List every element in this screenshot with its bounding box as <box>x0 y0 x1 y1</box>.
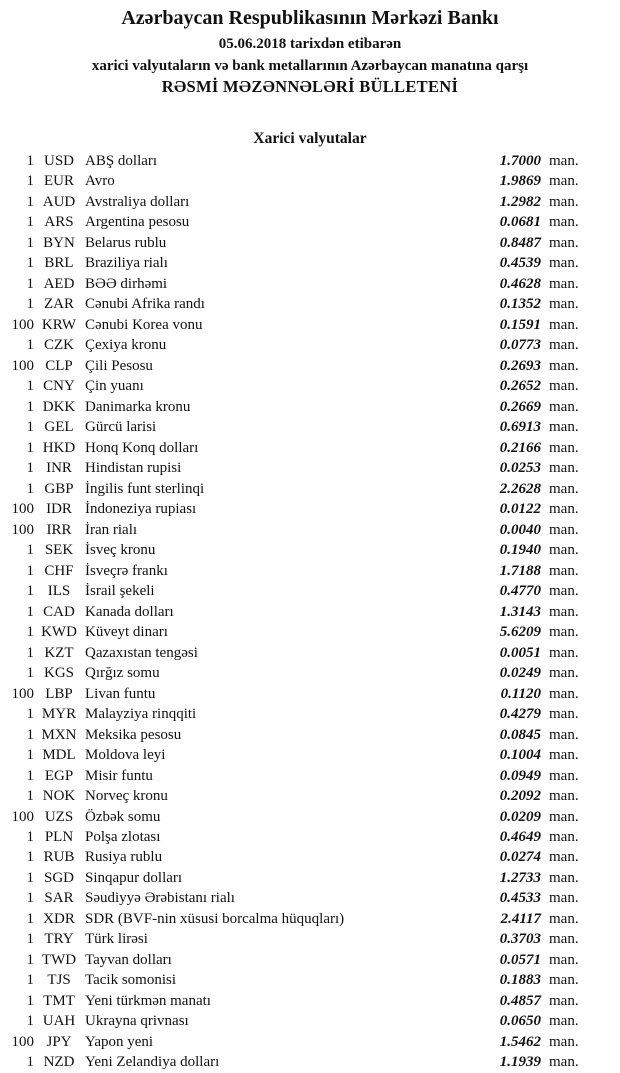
rate-unit-label: man. <box>549 214 579 231</box>
currency-quantity: 1 <box>26 1054 34 1071</box>
currency-name: İsveç kronu <box>85 542 156 559</box>
rate-unit-label: man. <box>549 972 579 989</box>
currency-quantity: 1 <box>26 788 34 805</box>
currency-row <box>0 888 620 908</box>
currency-quantity: 1 <box>26 234 34 251</box>
currency-rate: 0.0845 <box>499 726 541 743</box>
currency-code: DKK <box>42 398 76 415</box>
rate-unit-label: man. <box>549 808 579 825</box>
currency-row <box>0 847 620 867</box>
effective-date-line: 05.06.2018 tarixdən etibarən <box>218 36 402 52</box>
currency-name: Yeni türkmən manatı <box>85 992 211 1009</box>
currency-row <box>0 602 620 622</box>
currency-name: Braziliya rialı <box>85 255 168 272</box>
currency-code: CZK <box>44 337 74 354</box>
currency-quantity: 100 <box>11 357 34 374</box>
currency-code: TWD <box>41 951 77 968</box>
rate-unit-label: man. <box>549 378 579 395</box>
currency-quantity: 100 <box>11 808 34 825</box>
rate-unit-label: man. <box>549 788 579 805</box>
currency-rate: 0.4628 <box>499 275 541 292</box>
currency-rate: 5.6209 <box>499 624 541 641</box>
currency-name: Çexiya kronu <box>85 337 167 354</box>
currency-rate: 2.2628 <box>499 480 541 497</box>
currency-code: USD <box>43 153 74 169</box>
currency-name: Yeni Zelandiya dolları <box>85 1054 220 1071</box>
currency-name: Danimarka kronu <box>85 398 191 415</box>
currency-code: UZS <box>44 808 74 825</box>
currency-code: BRL <box>44 255 74 272</box>
currency-code: IDR <box>46 501 72 518</box>
rate-unit-label: man. <box>549 296 579 313</box>
currency-rate: 0.4539 <box>499 255 541 272</box>
currency-rate: 2.4117 <box>500 910 541 927</box>
currency-row <box>0 335 620 355</box>
currency-rate: 0.0681 <box>499 214 541 231</box>
currency-name: Sinqapur dolları <box>85 869 183 886</box>
currency-rate: 0.1004 <box>499 747 541 764</box>
rate-unit-label: man. <box>549 275 579 292</box>
currency-name: Çin yuanı <box>85 378 144 395</box>
rate-unit-label: man. <box>549 726 579 743</box>
currency-code: SGD <box>43 869 74 886</box>
rate-unit-label: man. <box>549 173 579 190</box>
currency-rate: 0.1883 <box>499 972 541 989</box>
currency-name: ABŞ dolları <box>85 153 158 169</box>
currency-row <box>0 212 620 232</box>
currency-quantity: 1 <box>26 931 34 948</box>
currency-row <box>0 929 620 949</box>
currency-quantity: 1 <box>26 583 34 600</box>
currency-name: Misir funtu <box>85 767 153 784</box>
currency-quantity: 1 <box>26 214 34 231</box>
currency-name: Türk lirəsi <box>85 931 148 948</box>
currency-name: İsveçrə frankı <box>85 562 168 579</box>
currency-row <box>0 315 620 335</box>
currency-quantity: 1 <box>26 869 34 886</box>
currency-rate: 0.8487 <box>499 234 541 251</box>
currency-quantity: 1 <box>26 439 34 456</box>
currency-rate: 0.2092 <box>499 788 541 805</box>
currency-name: Rusiya rublu <box>85 849 163 866</box>
currency-row <box>0 233 620 253</box>
currency-row <box>0 499 620 519</box>
currency-name: BƏƏ dirhəmi <box>85 275 168 292</box>
rate-unit-label: man. <box>549 193 579 210</box>
currency-rate: 0.6913 <box>499 419 541 436</box>
currency-quantity: 1 <box>26 378 34 395</box>
currency-name: Özbək somu <box>85 808 161 825</box>
rate-unit-label: man. <box>549 398 579 415</box>
currency-quantity: 1 <box>26 173 34 190</box>
currency-code: ZAR <box>44 296 74 313</box>
currency-quantity: 1 <box>26 828 34 845</box>
rate-unit-label: man. <box>549 1054 579 1071</box>
rate-unit-label: man. <box>549 501 579 518</box>
currency-row <box>0 950 620 970</box>
currency-name: Livan funtu <box>85 685 156 702</box>
currency-code: GBP <box>44 480 74 497</box>
currency-rate: 0.0571 <box>499 951 541 968</box>
currency-quantity: 100 <box>11 501 34 518</box>
currency-name: Kanada dolları <box>85 603 174 620</box>
currency-row <box>0 294 620 314</box>
currency-quantity: 1 <box>26 624 34 641</box>
currency-code: CAD <box>43 603 75 620</box>
currency-rate: 0.0650 <box>499 1013 541 1030</box>
currency-rate: 0.1352 <box>499 296 541 313</box>
currency-code: UAH <box>42 1013 76 1030</box>
currency-row <box>0 458 620 478</box>
currency-rate: 1.7000 <box>499 153 541 169</box>
currency-rate: 0.4770 <box>499 583 541 600</box>
currency-row <box>0 868 620 888</box>
currency-code: RUB <box>43 849 75 866</box>
currency-quantity: 1 <box>26 193 34 210</box>
currency-code: JPY <box>46 1033 72 1050</box>
rate-unit-label: man. <box>549 951 579 968</box>
currency-rate: 0.2693 <box>499 357 541 374</box>
currency-name: Cənubi Korea vonu <box>85 316 203 333</box>
currency-code: TMT <box>43 992 75 1009</box>
currency-rate: 0.2669 <box>499 398 541 415</box>
currency-quantity: 1 <box>26 255 34 272</box>
currency-code: PLN <box>44 828 74 845</box>
currency-code: XDR <box>43 910 75 927</box>
currency-rate: 0.0051 <box>499 644 541 661</box>
currency-quantity: 1 <box>26 398 34 415</box>
currency-code: KWD <box>41 624 77 641</box>
rate-unit-label: man. <box>549 419 579 436</box>
currency-row <box>0 786 620 806</box>
currency-code: SAR <box>44 890 74 907</box>
currency-row <box>0 970 620 990</box>
currency-rate: 0.0773 <box>499 337 541 354</box>
rate-unit-label: man. <box>549 992 579 1009</box>
description-line: xarici valyutaların və bank metallarının Azərbaycan manatına qarşı <box>91 58 529 74</box>
rate-unit-label: man. <box>549 603 579 620</box>
currency-row <box>0 356 620 376</box>
currency-code: HKD <box>42 439 76 456</box>
currency-rate: 0.4533 <box>499 890 541 907</box>
currency-code: LBP <box>45 685 73 702</box>
rate-unit-label: man. <box>549 644 579 661</box>
currency-row <box>0 438 620 458</box>
currency-rate: 1.1939 <box>499 1054 541 1071</box>
currency-row <box>0 663 620 683</box>
currency-code: CNY <box>43 378 75 395</box>
currency-quantity: 1 <box>26 726 34 743</box>
rate-unit-label: man. <box>549 1013 579 1030</box>
currency-row <box>0 1011 620 1031</box>
currency-quantity: 100 <box>11 685 34 702</box>
currency-name: Polşa zlotası <box>85 828 161 845</box>
currency-quantity: 1 <box>26 480 34 497</box>
currency-row <box>0 192 620 212</box>
rate-unit-label: man. <box>549 316 579 333</box>
rate-unit-label: man. <box>549 562 579 579</box>
rate-unit-label: man. <box>549 255 579 272</box>
currency-row <box>0 520 620 540</box>
currency-code: INR <box>46 460 72 477</box>
currency-name: Tacik somonisi <box>85 972 177 989</box>
rate-unit-label: man. <box>549 747 579 764</box>
currency-name: Cənubi Afrika randı <box>85 296 205 313</box>
currency-code: ARS <box>44 214 74 231</box>
currency-name: Qazaxıstan tengəsi <box>85 644 198 661</box>
currency-rate: 1.9869 <box>499 173 541 190</box>
currency-rate: 0.1940 <box>499 542 541 559</box>
rate-unit-label: man. <box>549 849 579 866</box>
currency-row <box>0 1032 620 1052</box>
currency-quantity: 1 <box>26 890 34 907</box>
currency-rate: 0.3703 <box>499 931 541 948</box>
rate-unit-label: man. <box>549 665 579 682</box>
bulletin-title: RƏSMİ MƏZƏNNƏLƏRİ BÜLLETENİ <box>161 77 459 96</box>
currency-code: ILS <box>47 583 71 600</box>
currency-rate: 1.7188 <box>499 562 541 579</box>
currency-name: İran rialı <box>85 521 138 538</box>
currency-quantity: 1 <box>26 992 34 1009</box>
currency-quantity: 1 <box>26 419 34 436</box>
currency-name: Moldova leyi <box>85 747 166 764</box>
currency-quantity: 1 <box>26 972 34 989</box>
currency-row <box>0 766 620 786</box>
currency-quantity: 100 <box>11 1033 34 1050</box>
bank-title: Azərbaycan Respublikasının Mərkəzi Bankı <box>121 7 499 29</box>
currency-quantity: 1 <box>26 542 34 559</box>
currency-code: AED <box>43 275 75 292</box>
currency-rate: 1.2733 <box>499 869 541 886</box>
currency-quantity: 1 <box>26 603 34 620</box>
currency-code: CHF <box>44 562 74 579</box>
currency-code: NOK <box>42 788 76 805</box>
currency-row <box>0 561 620 581</box>
rate-unit-label: man. <box>549 685 579 702</box>
currency-quantity: 1 <box>26 767 34 784</box>
currency-name: Meksika pesosu <box>85 726 182 743</box>
currency-rate: 0.0253 <box>499 460 541 477</box>
currency-code: KRW <box>41 316 77 333</box>
currency-row <box>0 376 620 396</box>
currency-rate: 0.1120 <box>500 685 541 702</box>
currency-row <box>0 1052 620 1072</box>
rate-unit-label: man. <box>549 931 579 948</box>
currency-name: Argentina pesosu <box>85 214 190 231</box>
currency-quantity: 1 <box>26 665 34 682</box>
rate-unit-label: man. <box>549 153 579 169</box>
currency-name: Avro <box>85 173 115 190</box>
currency-name: Küveyt dinarı <box>85 624 168 641</box>
currency-rate: 0.4649 <box>499 828 541 845</box>
currency-name: Qırğız somu <box>85 665 160 682</box>
currency-name: Belarus rublu <box>85 234 167 251</box>
rate-unit-label: man. <box>549 767 579 784</box>
rate-unit-label: man. <box>549 706 579 723</box>
currency-name: Səudiyyə Ərəbistanı rialı <box>85 890 235 907</box>
currency-row <box>0 581 620 601</box>
currency-name: Gürcü larisi <box>85 419 157 436</box>
rate-unit-label: man. <box>549 480 579 497</box>
currency-rate: 0.0122 <box>499 501 541 518</box>
currency-quantity: 1 <box>26 275 34 292</box>
currency-name: Avstraliya dolları <box>85 193 190 210</box>
rate-unit-label: man. <box>549 542 579 559</box>
currency-row <box>0 151 620 171</box>
rate-unit-label: man. <box>549 234 579 251</box>
currency-rate: 0.0249 <box>499 665 541 682</box>
currency-quantity: 1 <box>26 644 34 661</box>
currency-row <box>0 417 620 437</box>
currency-code: EGP <box>44 767 74 784</box>
currency-quantity: 1 <box>26 747 34 764</box>
currency-rate: 0.0949 <box>499 767 541 784</box>
currency-rate: 1.5462 <box>499 1033 541 1050</box>
currency-name: İndoneziya rupiası <box>85 501 197 518</box>
currency-name: Norveç kronu <box>85 788 168 805</box>
currency-code: KZT <box>44 644 74 661</box>
currency-name: SDR (BVF-nin xüsusi borcalma hüquqları) <box>85 910 345 927</box>
currency-row <box>0 684 620 704</box>
rate-unit-label: man. <box>549 357 579 374</box>
currency-code: MXN <box>41 726 77 743</box>
currency-row <box>0 397 620 417</box>
currency-code: TJS <box>47 972 71 989</box>
currency-row <box>0 909 620 929</box>
rate-unit-label: man. <box>549 583 579 600</box>
currency-row <box>0 643 620 663</box>
currency-rate: 1.2982 <box>499 193 541 210</box>
section-title-foreign-currencies: Xarici valyutalar <box>253 130 367 147</box>
currency-row <box>0 725 620 745</box>
rate-unit-label: man. <box>549 460 579 477</box>
currency-name: Ukrayna qrivnası <box>85 1013 189 1030</box>
currency-rate: 0.4279 <box>499 706 541 723</box>
currency-row <box>0 991 620 1011</box>
currency-row <box>0 704 620 724</box>
currency-name: Hindistan rupisi <box>85 460 182 477</box>
rate-unit-label: man. <box>549 828 579 845</box>
currency-code: GEL <box>44 419 74 436</box>
currency-name: Malayziya rinqqiti <box>85 706 197 723</box>
rate-unit-label: man. <box>549 521 579 538</box>
currency-quantity: 100 <box>11 521 34 538</box>
currency-quantity: 1 <box>26 706 34 723</box>
currency-quantity: 1 <box>26 460 34 477</box>
currency-code: AUD <box>42 193 76 210</box>
currency-quantity: 1 <box>26 1013 34 1030</box>
currency-code: IRR <box>46 521 72 538</box>
currency-table <box>0 151 620 1073</box>
currency-row <box>0 745 620 765</box>
currency-quantity: 1 <box>26 562 34 579</box>
currency-name: Yapon yeni <box>85 1033 154 1050</box>
currency-name: İngilis funt sterlinqi <box>85 480 205 497</box>
currency-rate: 0.1591 <box>499 316 541 333</box>
bulletin-header <box>0 0 620 97</box>
rate-unit-label: man. <box>549 337 579 354</box>
rate-unit-label: man. <box>549 624 579 641</box>
rate-unit-label: man. <box>549 439 579 456</box>
currency-rate: 0.0209 <box>499 808 541 825</box>
currency-quantity: 1 <box>26 153 34 169</box>
currency-row <box>0 827 620 847</box>
currency-row <box>0 253 620 273</box>
rate-unit-label: man. <box>549 890 579 907</box>
currency-name: Honq Konq dolları <box>85 439 199 456</box>
currency-quantity: 1 <box>26 951 34 968</box>
currency-row <box>0 274 620 294</box>
currency-row <box>0 171 620 191</box>
currency-row <box>0 807 620 827</box>
currency-row <box>0 540 620 560</box>
currency-quantity: 1 <box>26 849 34 866</box>
currency-code: EUR <box>44 173 74 190</box>
currency-row <box>0 479 620 499</box>
currency-code: TRY <box>44 931 74 948</box>
currency-quantity: 1 <box>26 296 34 313</box>
currency-name: Tayvan dolları <box>85 951 172 968</box>
rate-unit-label: man. <box>549 910 579 927</box>
currency-rate: 0.0274 <box>499 849 541 866</box>
currency-code: BYN <box>43 234 75 251</box>
currency-rate: 0.0040 <box>499 521 541 538</box>
currency-quantity: 100 <box>11 316 34 333</box>
rate-unit-label: man. <box>549 869 579 886</box>
currency-quantity: 1 <box>26 337 34 354</box>
currency-code: MDL <box>42 747 76 764</box>
currency-name: Çili Pesosu <box>85 357 153 374</box>
currency-code: MYR <box>41 706 77 723</box>
currency-code: SEK <box>44 542 74 559</box>
currency-code: NZD <box>43 1054 75 1071</box>
rate-unit-label: man. <box>549 1033 579 1050</box>
currency-rate: 1.3143 <box>499 603 541 620</box>
currency-rate: 0.2652 <box>499 378 541 395</box>
currency-rate: 0.4857 <box>499 992 541 1009</box>
currency-code: KGS <box>43 665 74 682</box>
currency-row <box>0 622 620 642</box>
currency-quantity: 1 <box>26 910 34 927</box>
currency-rate: 0.2166 <box>499 439 541 456</box>
currency-name: İsrail şekeli <box>85 583 155 600</box>
currency-code: CLP <box>45 357 73 374</box>
